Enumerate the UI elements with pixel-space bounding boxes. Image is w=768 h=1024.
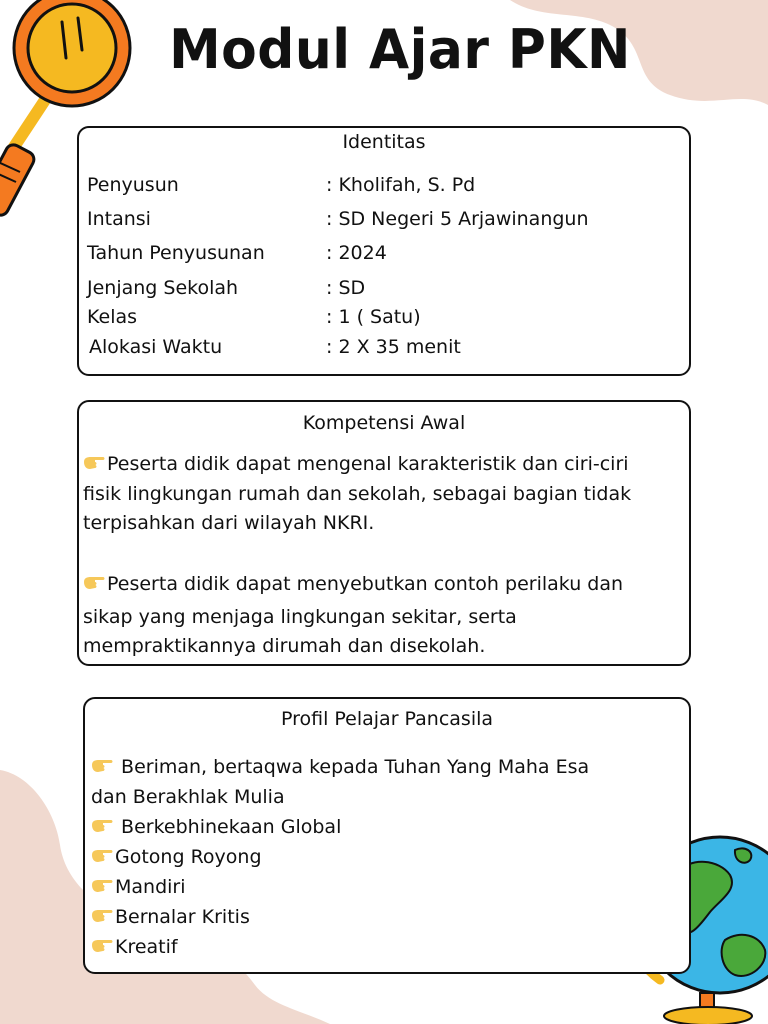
kompetensi-heading: Kompetensi Awal: [302, 412, 466, 434]
identitas-label: Kelas: [87, 306, 138, 328]
pointing-hand-icon: [91, 757, 113, 775]
identitas-card: [77, 126, 691, 376]
pointing-hand-icon: [83, 454, 105, 472]
page-title: Modul Ajar PKN: [169, 18, 631, 81]
identitas-label: Alokasi Waktu: [89, 336, 223, 358]
paragraph-line: fisik lingkungan rumah dan sekolah, sebagai bagian tidak: [83, 482, 632, 505]
kompetensi-paragraph: [83, 450, 689, 539]
kompetensi-paragraph: [83, 570, 689, 662]
identitas-value: : 1 ( Satu): [326, 306, 421, 328]
identitas-label: Tahun Penyusunan: [87, 242, 265, 264]
profil-item: Berkebhinekaan Global: [91, 816, 341, 838]
pointing-hand-icon: [83, 574, 105, 592]
paragraph-line: terpisahkan dari wilayah NKRI.: [83, 512, 375, 534]
profil-item: Kreatif: [91, 936, 178, 958]
pointing-hand-icon: [91, 817, 113, 835]
identitas-value: : 2024: [326, 242, 387, 264]
profil-item: Mandiri: [91, 876, 186, 898]
identitas-label: Jenjang Sekolah: [87, 277, 239, 299]
profil-item-continued: dan Berakhlak Mulia: [91, 786, 285, 808]
pointing-hand-icon: [91, 907, 113, 925]
identitas-heading: Identitas: [342, 131, 426, 153]
profil-heading: Profil Pelajar Pancasila: [280, 708, 494, 730]
kompetensi-card: [77, 400, 691, 666]
identitas-value: : Kholifah, S. Pd: [326, 174, 476, 196]
identitas-value: : SD Negeri 5 Arjawinangun: [326, 208, 589, 230]
paragraph-line: sikap yang menjaga lingkungan sekitar, serta: [83, 605, 517, 628]
identitas-label: Penyusun: [87, 174, 179, 196]
identitas-value: : 2 X 35 menit: [326, 336, 461, 358]
paragraph-line: Peserta didik dapat mengenal karakteristik dan ciri-ciri: [83, 450, 689, 480]
pointing-hand-icon: [91, 937, 113, 955]
pointing-hand-icon: [91, 877, 113, 895]
identitas-label: Intansi: [87, 208, 151, 230]
profil-item: Beriman, bertaqwa kepada Tuhan Yang Maha Esa: [91, 756, 589, 778]
pointing-hand-icon: [91, 847, 113, 865]
profil-item: Bernalar Kritis: [91, 906, 250, 928]
profil-card: [83, 697, 691, 974]
paragraph-line: Peserta didik dapat menyebutkan contoh perilaku dan: [83, 570, 689, 600]
identitas-value: : SD: [326, 277, 366, 299]
profil-item: Gotong Royong: [91, 846, 262, 868]
paragraph-line: mempraktikannya dirumah dan disekolah.: [83, 635, 486, 657]
